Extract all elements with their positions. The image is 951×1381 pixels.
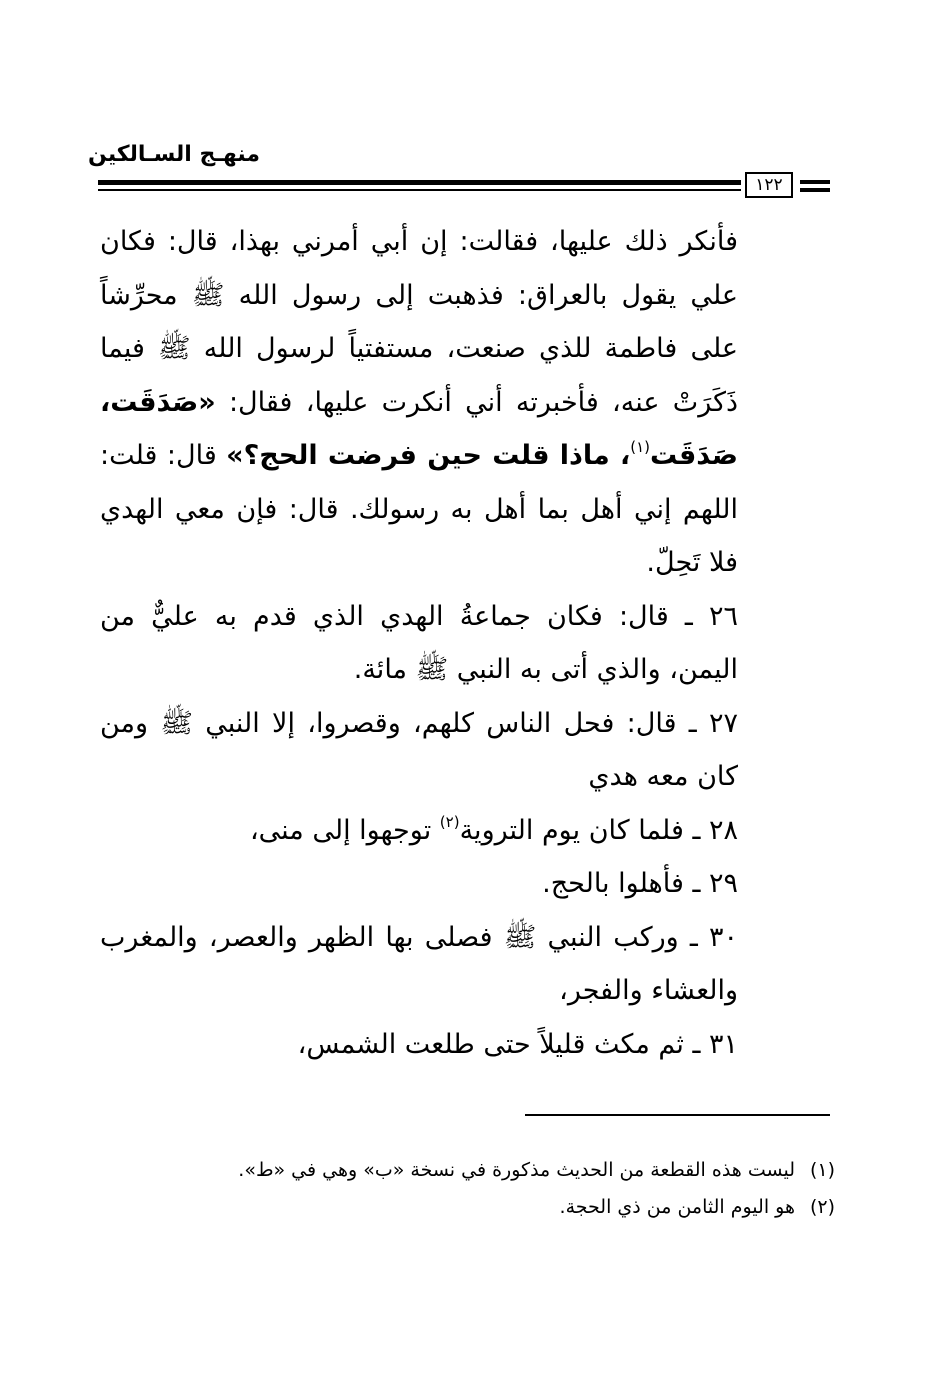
corner-mark-bottom: [800, 188, 830, 192]
quote-hajj: ، ماذا قلت حين فرضت الحج؟»: [226, 440, 631, 471]
footnote-separator: [525, 1114, 830, 1116]
paragraph-31: ٣١ ـ ثم مكث قليلاً حتى طلعت الشمس،: [297, 1028, 738, 1060]
paragraph-27: ٢٧ ـ قال: فحل الناس كلهم، وقصروا، إلا النبي ﷺ ومن كان معه هدي: [100, 707, 738, 792]
paragraph-1: [100, 215, 738, 590]
corner-mark-top: [800, 180, 830, 184]
footnote-2: [100, 1189, 835, 1226]
header-rule-thin: [98, 189, 741, 191]
paragraph-26: ٢٦ ـ قال: فكان جماعةُ الهدي الذي قدم به عليٌّ من اليمن، والذي أتى به النبي ﷺ مائة.: [100, 600, 738, 685]
footnote-1: [100, 1152, 835, 1189]
paragraph-30: ٣٠ ـ وركب النبي ﷺ فصلى بها الظهر والعصر، والمغرب والعشاء والفجر،: [100, 921, 738, 1006]
body-text: [100, 215, 738, 1071]
footnote-ref-2[interactable]: (٢): [439, 812, 460, 831]
paragraph-1-part2: قال: قلت: اللهم إني أهل بما أهل به رسولك. قال: فإن معي الهدي فلا تَحِلّ.: [100, 440, 738, 578]
footnotes: [100, 1152, 835, 1226]
header-rule-thick: [98, 180, 741, 185]
book-title: منهـج السـالكين: [88, 142, 260, 167]
paragraph-28-after: توجهوا إلى منى،: [249, 814, 440, 846]
footnote-1-text: ليست هذه القطعة من الحديث مذكورة في نسخة «ب» وهي في «ط».: [238, 1159, 795, 1181]
paragraph-28-before: ٢٨ ـ فلما كان يوم التروية: [459, 814, 738, 846]
footnote-1-number: (١): [809, 1159, 835, 1181]
footnote-2-text: هو اليوم الثامن من ذي الحجة.: [559, 1196, 795, 1218]
paragraph-1-part1: فأنكر ذلك عليها، فقالت: إن أبي أمرني بهذا، قال: فكان علي يقول بالعراق: فذهبت إلى رسول الله ﷺ محرِّشاً على فاطمة للذي صنعت، مستفتياً لرسول الله ﷺ فيما ذَكَرَتْ عنه، فأخبرته أني أنكرت عليها، فقال:: [100, 226, 738, 418]
footnote-2-number: (٢): [809, 1196, 835, 1218]
page-number: ١٢٢: [745, 172, 793, 198]
paragraph-29: ٢٩ ـ فأهلوا بالحج.: [542, 868, 738, 899]
footnote-ref-1[interactable]: (١): [630, 438, 651, 456]
quote-sadaqat: «صَدَقَت، صَدَقَت: [100, 386, 738, 471]
paragraph-28: [100, 804, 738, 858]
